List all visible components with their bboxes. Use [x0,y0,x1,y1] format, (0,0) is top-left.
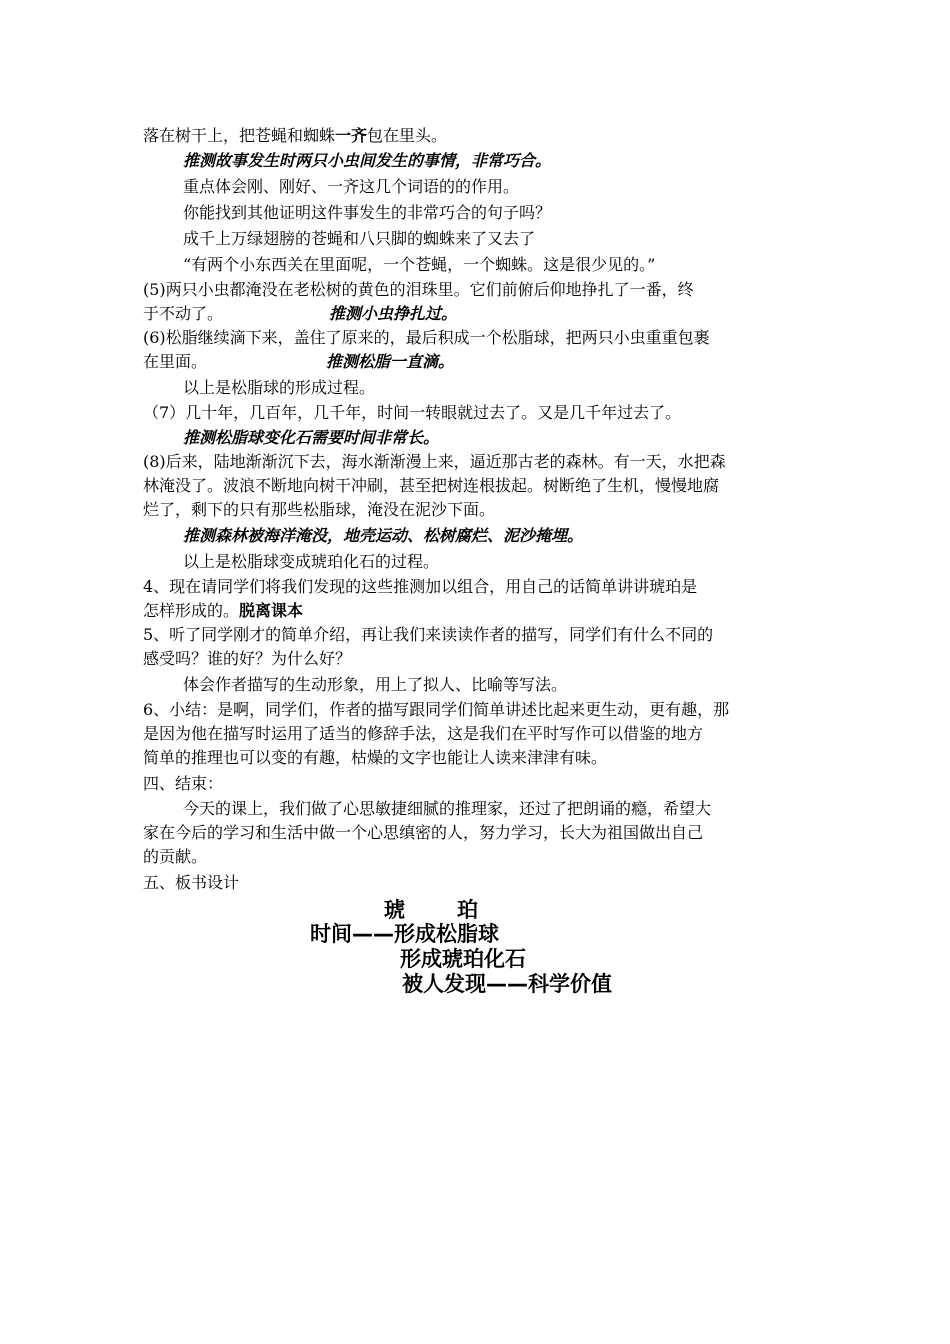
text-line: 家在今后的学习和生活中做一个心思缜密的人，努力学习，长大为祖国做出自己 [143,823,704,842]
text-span: 于不动了。 [143,304,224,323]
board-row-3: 被人发现——科学价值 [402,972,612,996]
inference-line: 推测森林被海洋淹没，地壳运动、松树腐烂、泥沙掩埋。 [183,526,584,545]
text-line: 以上是松脂球变成琥珀化石的过程。 [183,552,440,571]
text-line [143,302,457,326]
quote-line: “有两个小东西关在里面呢，一个苍蝇，一个蜘蛛。这是很少见的。” [183,255,656,274]
text-span: 怎样形成的。 [143,601,240,620]
text-line: 以上是松脂球的形成过程。 [183,378,376,397]
text-line: 今天的课上，我们做了心思敏捷细腻的推理家，还过了把朗诵的瘾，希望大 [183,799,712,818]
text-line: 林淹没了。波浪不断地向树干冲刷，甚至把树连根拔起。树断绝了生机，慢慢地腐 [143,476,720,495]
text-line [143,278,805,302]
text-span: 落在树干上，把苍蝇和蜘蛛 [143,126,336,145]
bold-text: 一齐 [335,126,368,145]
inference-line: 推测松脂球变化石需要时间非常长。 [183,428,440,447]
text-line: 感受吗？谁的好？为什么好？ [143,649,352,668]
text-line: 4、现在请同学们将我们发现的这些推测加以组合，用自己的话简单讲讲琥珀是 [143,577,698,596]
section-heading: 四、结束： [143,774,224,793]
text-line: 简单的推理也可以变的有趣，枯燥的文字也能让人读来津津有味。 [143,748,608,767]
text-line: 成千上万绿翅膀的苍蝇和八只脚的蜘蛛来了又去了 [183,229,536,248]
text-line: 烂了，剩下的只有那些松脂球，淹没在泥沙下面。 [143,500,496,519]
text-line: 重点体会刚、刚好、一齐这几个词语的的作用。 [183,177,520,196]
inference-text: 推测松脂一直滴。 [326,352,455,371]
inference-line: 推测故事发生时两只小虫间发生的事情，非常巧合。 [183,151,552,170]
section-heading: 五、板书设计 [143,873,240,892]
text-line: 体会作者描写的生动形象，用上了拟人、比喻等写法。 [183,675,568,694]
text-line: (8)后来，陆地渐渐沉下去，海水渐渐漫上来，逼近那古老的森林。有一天，水把森 [143,452,726,471]
board-title-char: 琥 [384,898,405,922]
text-line: 5、听了同学刚才的简单介绍，再让我们来读读作者的描写，同学们有什么不同的 [143,625,714,644]
inference-text: 推测小虫挣扎过。 [329,304,458,323]
text-line: 6、小结：是啊，同学们，作者的描写跟同学们简单讲述比起来更生动，更有趣，那 [143,700,730,719]
board-title-char: 珀 [457,898,478,922]
text-line [143,350,454,374]
text-line: (6)松脂继续滴下来，盖住了原来的，最后积成一个松脂球，把两只小虫重重包裹 [143,328,710,347]
board-row-2: 形成琥珀化石 [400,947,526,971]
text-line [143,124,447,148]
text-line: 你能找到其他证明这件事发生的非常巧合的句子吗？ [183,203,552,222]
bold-text: 脱离课本 [239,601,304,620]
board-row-1: 时间——形成松脂球 [310,922,499,946]
text-span: 包在里头。 [367,126,448,145]
text-line: 的贡献。 [143,847,208,866]
text-line: （7）几十年，几百年，几千年，时间一转眼就过去了。又是几千年过去了。 [143,403,682,422]
text-span: (5)两只小虫都淹没在老松树的黄色的泪珠里。它们前俯后仰地挣扎了一番，终 [143,280,694,299]
text-span: 在里面。 [143,352,208,371]
text-line [143,599,303,623]
text-line: 是因为他在描写时运用了适当的修辞手法，这是我们在平时写作可以借鉴的地方 [143,724,704,743]
